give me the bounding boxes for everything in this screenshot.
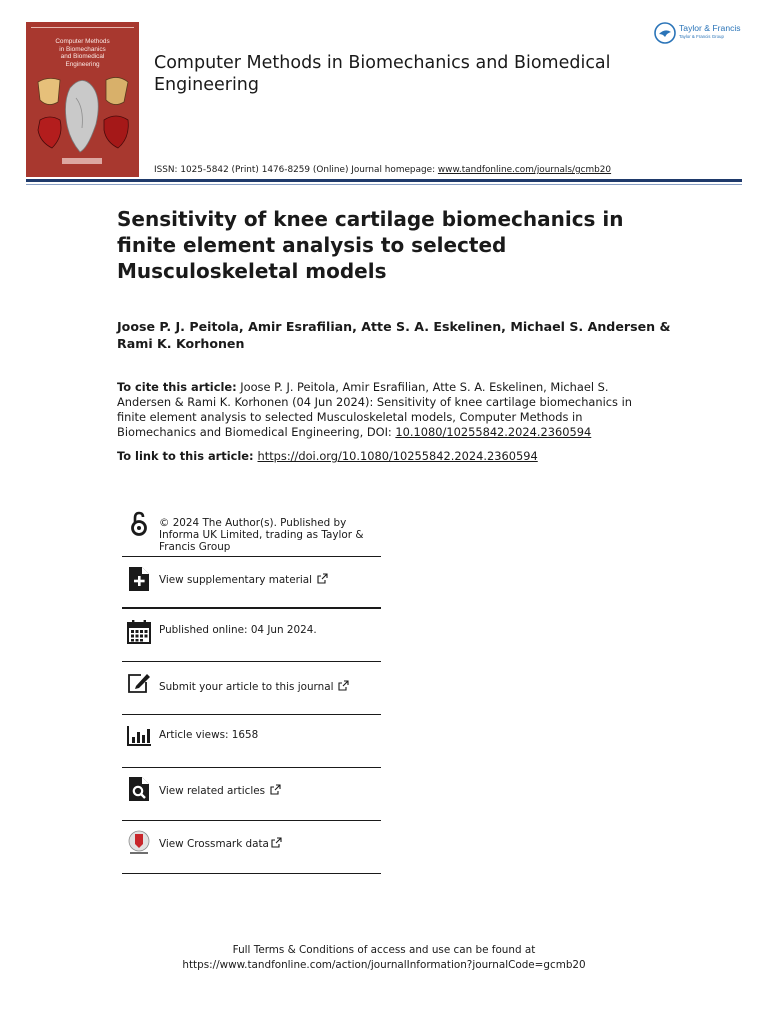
submit-text: Submit your article to this journal [159, 681, 334, 693]
footer-terms-url[interactable]: https://www.tandfonline.com/action/journalInformation?journalCode=gcmb20 [182, 959, 586, 971]
related-row[interactable] [122, 768, 381, 821]
publisher-name: Taylor & Francis [679, 23, 741, 33]
published-row [122, 609, 381, 662]
journal-title: Computer Methods in Biomechanics and Biomedical Engineering [154, 53, 611, 95]
cover-title-line: Computer Methods [55, 38, 110, 45]
footer [0, 943, 768, 973]
cover-title [32, 38, 133, 68]
crossmark-label[interactable] [159, 837, 282, 850]
related-articles-icon [126, 776, 152, 802]
footer-terms-text: Full Terms & Conditions of access and use can be found at [232, 944, 536, 956]
edit-icon [126, 670, 152, 696]
citation-block [117, 380, 662, 440]
article-title: Sensitivity of knee cartilage biomechanics in finite element analysis to selected Musculoskeletal models [117, 207, 624, 283]
cover-title-line: Engineering [65, 60, 100, 68]
bar-chart-icon [126, 722, 152, 748]
issn-text: ISSN: 1025-5842 (Print) 1476-8259 (Online) Journal homepage: [154, 165, 438, 175]
journal-homepage-link[interactable]: www.tandfonline.com/journals/gcmb20 [437, 165, 612, 175]
article-info-list [122, 508, 381, 874]
submit-label[interactable] [159, 680, 349, 693]
crossmark-icon [126, 830, 152, 856]
cover-title-line: in Biomechanics [59, 45, 106, 53]
citation-text: Joose P. J. Peitola, Amir Esrafilian, Atte S. A. Eskelinen, Michael S. Andersen & Rami K. Korhonen (04 Jun 2024): Sensitivity of knee cartilage biomechanics in finite element analysis to selected Musculoskeletal models, Computer Methods in Biomechanics and Biomedical Engineering, DOI: [117, 380, 632, 439]
views-row [122, 715, 381, 768]
article-authors: Joose P. J. Peitola, Amir Esrafilian, Atte S. A. Eskelinen, Michael S. Andersen & Rami K. Korhonen [117, 319, 671, 351]
external-link-icon [270, 784, 281, 795]
submit-row[interactable] [122, 662, 381, 715]
header-rule [26, 179, 742, 182]
header-rule-thin [26, 184, 742, 185]
calendar-icon [126, 619, 152, 645]
issn-line [154, 165, 611, 175]
document-add-icon [126, 566, 152, 592]
external-link-icon [317, 573, 328, 584]
publisher-subtitle: Taylor & Francis Group [679, 34, 724, 39]
published-date: Published online: 04 Jun 2024. [159, 624, 317, 636]
article-views: Article views: 1658 [159, 729, 259, 741]
open-access-icon [126, 511, 152, 537]
external-link-icon [271, 837, 282, 848]
external-link-icon [338, 680, 349, 691]
open-access-text: © 2024 The Author(s). Published by Informa UK Limited, trading as Taylor & Francis Group [159, 517, 364, 553]
doi-link[interactable]: 10.1080/10255842.2024.2360594 [395, 425, 592, 439]
article-link-line [117, 449, 538, 463]
taylor-francis-emblem-icon [654, 22, 676, 44]
article-doi-url[interactable]: https://doi.org/10.1080/10255842.2024.2360594 [257, 449, 538, 463]
supplementary-label[interactable] [159, 573, 328, 586]
taylor-francis-logo[interactable] [654, 22, 746, 46]
cover-title-line: and Biomedical [60, 53, 105, 61]
crossmark-row[interactable] [122, 821, 381, 874]
related-label[interactable] [159, 784, 281, 797]
cover-top-rule [31, 27, 134, 32]
related-text: View related articles [159, 785, 266, 797]
supplementary-row[interactable] [122, 557, 381, 609]
journal-cover-image [26, 22, 139, 177]
citation-label: To cite this article: [117, 380, 237, 394]
open-access-row [122, 508, 381, 557]
supplementary-text: View supplementary material [159, 574, 313, 586]
crossmark-text: View Crossmark data [159, 838, 269, 850]
cover-artwork [32, 68, 133, 168]
article-link-label: To link to this article: [117, 449, 258, 463]
